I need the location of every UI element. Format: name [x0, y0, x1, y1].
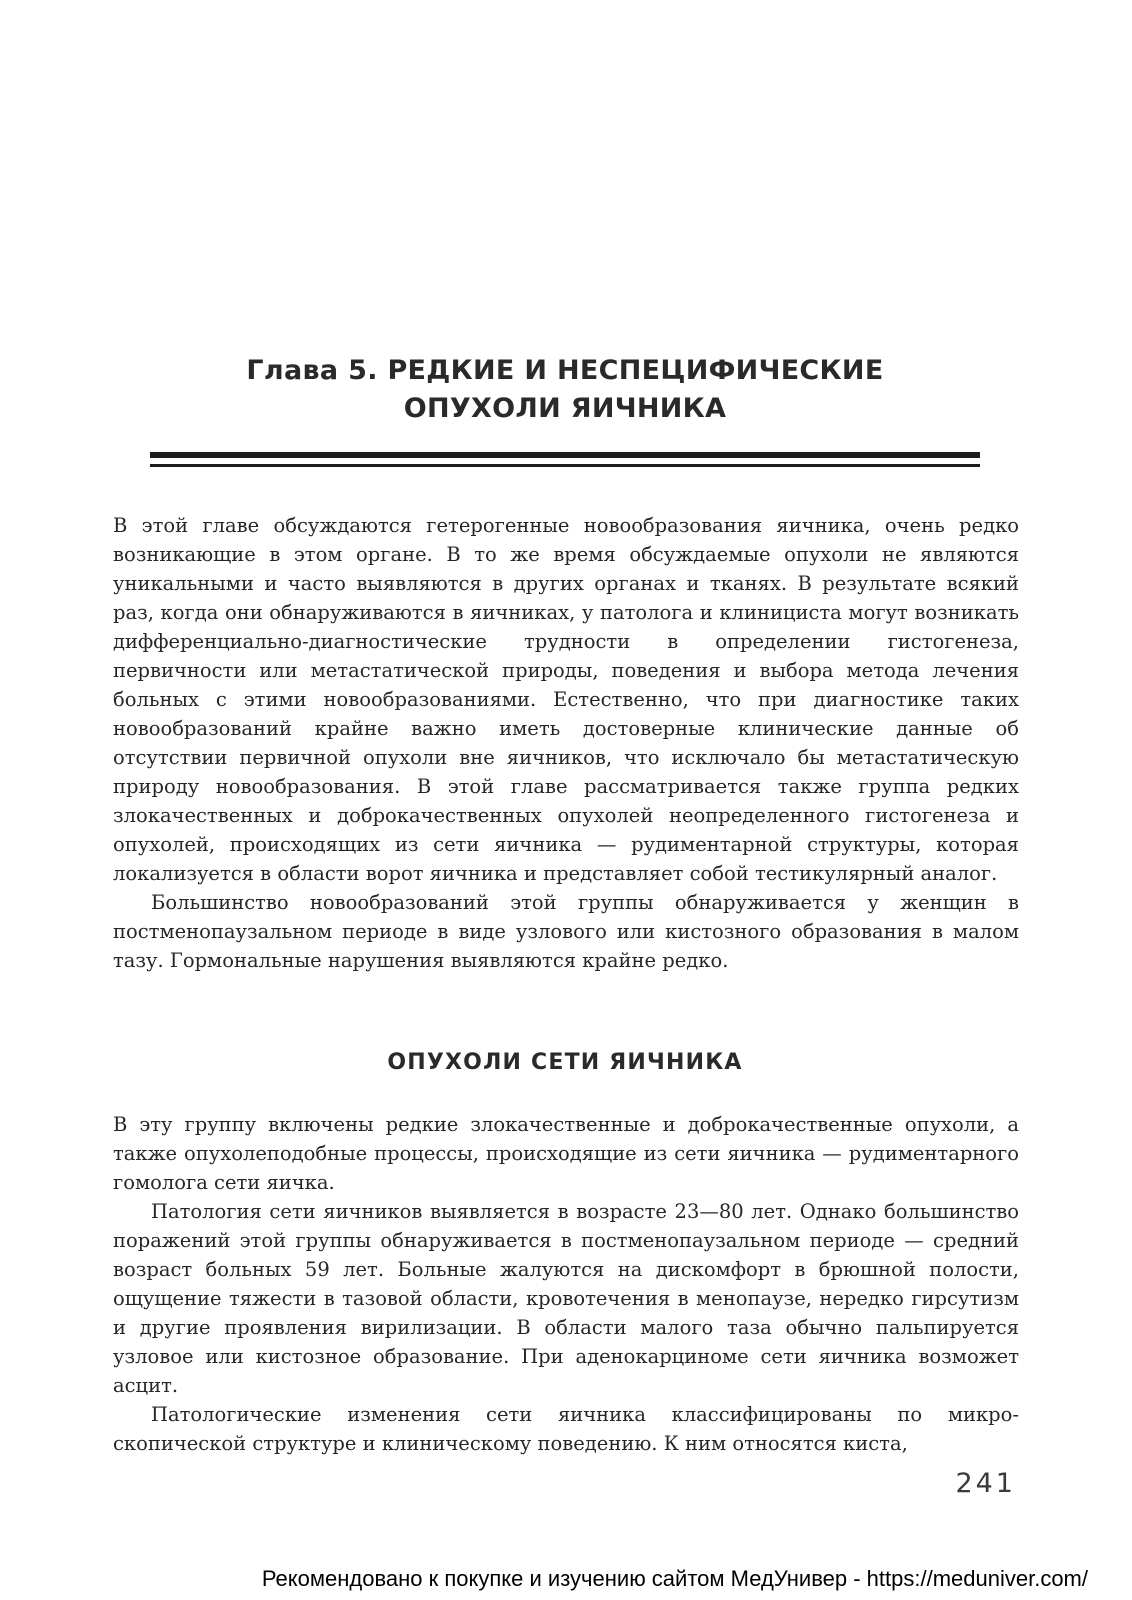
title-rule-thick — [150, 452, 980, 458]
section-paragraph-1: В эту группу включены редкие злокачественные и доброкачественные опухоли, а также опухолеподобные процессы, происходящие из сети яичника — рудиментарного гомолога сети яичка. — [113, 1113, 1019, 1194]
section-text — [113, 1110, 1019, 1458]
section-heading: ОПУХОЛИ СЕТИ ЯИЧНИКА — [387, 1050, 743, 1075]
intro-paragraph-1: В этой главе обсуждаются гетерогенные новообразования яичника, очень редко возникающие в этом органе. В то же время обсуждаемые опухоли не являются уникальными и часто выявляются в других органах и тканях. В результате всякий раз, когда они обнаруживаются в яичниках, у патолога и клинициста могут возникать дифференциально-диагностические трудности в определении гистогенеза, первичности или метастатической природы, поведения и выбора метода лечения больных с этими новообразованиями. Естественно, что при диагностике таких новообразований крайне важно иметь достоверные клинические данные об отсутствии первичной опухоли вне яичников, что исключало бы метастатическую природу новообразования. В этой главе рассматривается также группа редких злокачественных и доброкачественных опухолей неопределенного гистогенеза и опухолей, происходящих из сети яичника — рудиментарной структуры, которая локализуется в области ворот яичника и представляет собой тестикулярный аналог. — [113, 514, 1019, 885]
intro-text — [113, 511, 1019, 975]
section-paragraph-3: Патологические изменения сети яичника классифицированы по микроскопической структуре и клиническому поведению. К ним относятся киста, — [113, 1403, 1019, 1455]
chapter-title — [150, 352, 980, 428]
intro-paragraph-2: Большинство новообразований этой группы обнаруживается у женщин в постменопаузальном периоде в виде узлового или кистозного образования в малом тазу. Гормональные нарушения выявляются крайне редко. — [113, 891, 1019, 972]
chapter-title-line-1: Глава 5. РЕДКИЕ И НЕСПЕЦИФИЧЕСКИЕ — [246, 355, 884, 386]
title-rule-thin — [150, 464, 980, 467]
page-number: 241 — [955, 1468, 1016, 1499]
footer-note: Рекомендовано к покупке и изучению сайтом МедУнивер - https://meduniver.com/ — [261, 1566, 1088, 1591]
section-paragraph-2: Патология сети яичников выявляется в возрасте 23—80 лет. Однако большинство поражений этой группы обнаруживается в постменопаузальном периоде — средний возраст больных 59 лет. Больные жалуются на дискомфорт в брюшной полости, ощущение тяжести в тазовой области, кровотечения в менопаузе, нередко гирсутизм и другие проявления вирилизации. В области малого таза обычно пальпируется узловое или кистозное образование. При аденокарциноме сети яичника возможет асцит. — [113, 1200, 1019, 1397]
chapter-title-line-2: ОПУХОЛИ ЯИЧНИКА — [403, 393, 727, 424]
